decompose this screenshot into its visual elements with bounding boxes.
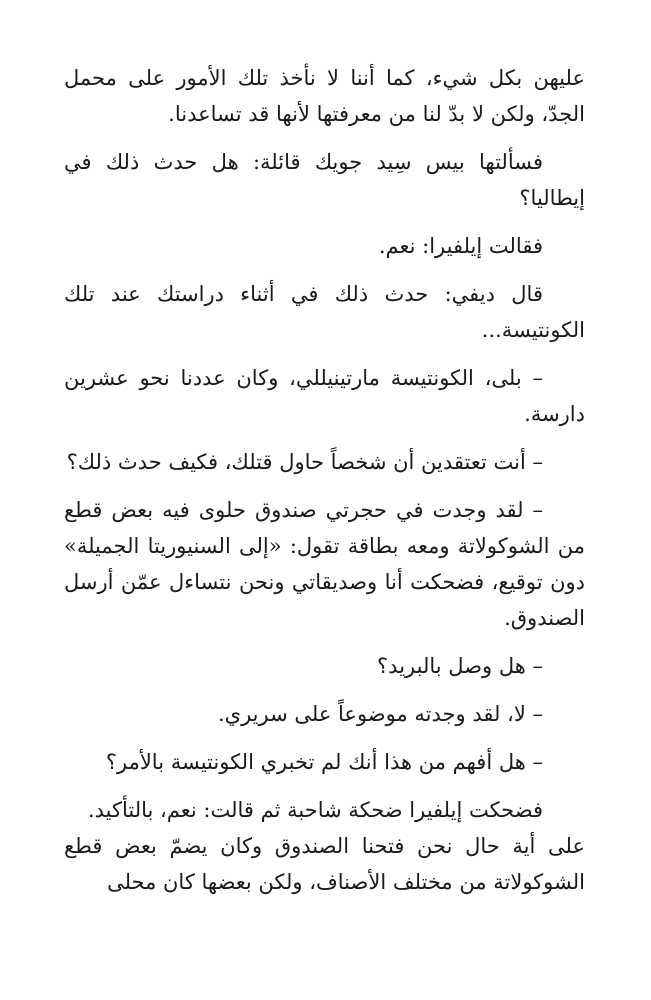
- dialogue-line: – هل أفهم من هذا أنك لم تخبري الكونتيسة بالأمر؟: [105, 750, 543, 774]
- paragraph-narration: فضحكت إيلفيرا ضحكة شاحبة ثم قالت: نعم، بالتأكيد.: [87, 798, 543, 822]
- dialogue-line: – لا، لقد وجدته موضوعاً على سريري.: [217, 702, 543, 726]
- paragraph-question: فسألتها بيس سِيد جويك قائلة: هل حدث ذلك في إيطاليا؟: [64, 150, 585, 210]
- dialogue-line: – هل وصل بالبريد؟: [377, 654, 543, 678]
- dialogue-line: – بلى، الكونتيسة مارتينيللي، وكان عددنا نحو عشرين دارسة.: [64, 366, 585, 426]
- paragraph-narration-continued: على أية حال نحن فتحنا الصندوق وكان يضمّ بعض قطع الشوكولاتة من مختلف الأصناف، ولكن بعضها كان محلى: [64, 834, 585, 894]
- dialogue-line: – لقد وجدت في حجرتي صندوق حلوى فيه بعض قطع من الشوكولاتة ومعه بطاقة تقول: «إلى السنيوريتا الجميلة» دون توقيع، فضحكت أنا وصديقاتي ونحن نتساءل عمّن أرسل الصندوق.: [64, 498, 585, 630]
- paragraph-answer: فقالت إيلفيرا: نعم.: [378, 234, 543, 258]
- paragraph-continued: عليهن بكل شيء، كما أننا لا نأخذ تلك الأمور على محمل الجدّ، ولكن لا بدّ لنا من معرفتها لأنها قد تساعدنا.: [64, 66, 585, 126]
- paragraph-davy-speaks: قال ديفي: حدث ذلك في أثناء دراستك عند تلك الكونتيسة...: [64, 282, 585, 342]
- dialogue-line: – أنت تعتقدين أن شخصاً حاول قتلك، فكيف حدث ذلك؟: [66, 450, 543, 474]
